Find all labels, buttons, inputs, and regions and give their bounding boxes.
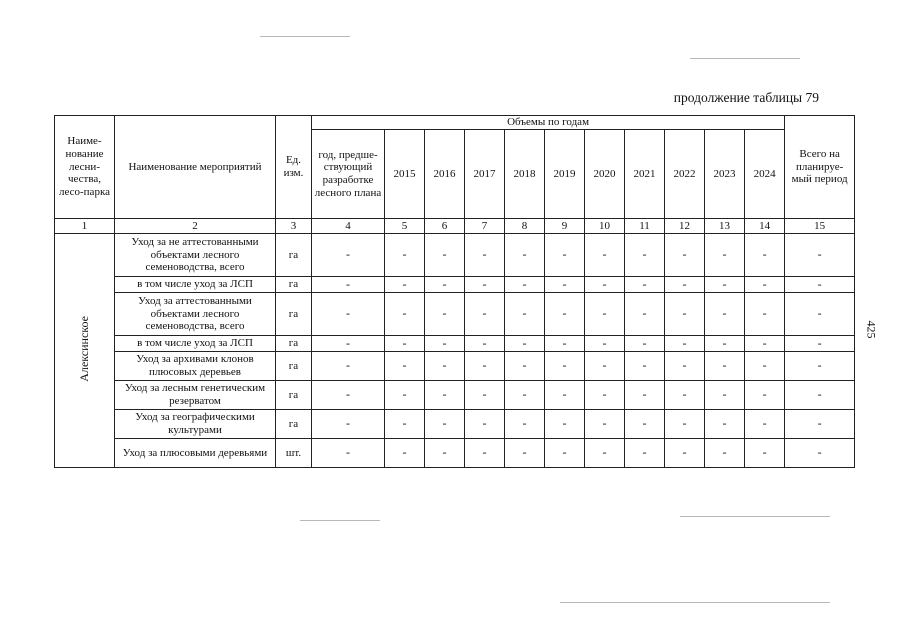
value-cell: - [505,439,545,468]
table-row [55,336,855,352]
header-year: 2021 [625,130,665,219]
column-number: 7 [465,219,505,234]
value-cell: - [425,234,465,277]
table-row [55,277,855,293]
value-cell: - [625,410,665,439]
value-cell: - [665,336,705,352]
header-year: 2023 [705,130,745,219]
column-number: 8 [505,219,545,234]
scan-noise [680,516,830,517]
value-cell: - [705,439,745,468]
activity-name: Уход за лесным генетическим резерватом [115,381,276,410]
value-cell: - [705,336,745,352]
header-year: 2020 [585,130,625,219]
value-cell: - [585,381,625,410]
activity-name: Уход за географическими культурами [115,410,276,439]
scan-noise [300,520,380,521]
header-prior-year: год, предше-ствующий разработке лесного плана [312,130,385,219]
unit-cell: га [276,381,312,410]
column-number: 3 [276,219,312,234]
value-cell: - [665,410,705,439]
column-number: 9 [545,219,585,234]
value-cell: - [625,234,665,277]
value-cell: - [785,410,855,439]
value-cell: - [545,293,585,336]
forestry-name: Алексинское [76,315,91,382]
value-cell: - [625,381,665,410]
header-year: 2024 [745,130,785,219]
value-cell: - [465,277,505,293]
value-cell: - [705,293,745,336]
value-cell: - [705,381,745,410]
value-cell: - [665,439,705,468]
column-number: 10 [585,219,625,234]
value-cell: - [625,439,665,468]
value-cell: - [785,439,855,468]
value-cell: - [465,439,505,468]
value-cell: - [505,410,545,439]
value-cell: - [545,352,585,381]
activity-name: Уход за плюсовыми деревьями [115,439,276,468]
value-cell: - [425,352,465,381]
value-cell: - [312,439,385,468]
table-row [55,381,855,410]
activity-name: Уход за не аттестованными объектами лесного семеноводства, всего [115,234,276,277]
value-cell: - [385,410,425,439]
value-cell: - [785,336,855,352]
scan-noise [690,58,800,59]
value-cell: - [312,410,385,439]
value-cell: - [665,381,705,410]
value-cell: - [705,352,745,381]
page-number: 425 [864,320,879,339]
activity-name: Уход за аттестованными объектами лесного семеноводства, всего [115,293,276,336]
column-number: 4 [312,219,385,234]
value-cell: - [505,234,545,277]
value-cell: - [312,381,385,410]
table-caption: продолжение таблицы 79 [673,90,819,105]
column-number: 5 [385,219,425,234]
column-number: 14 [745,219,785,234]
value-cell: - [625,293,665,336]
header-year: 2022 [665,130,705,219]
value-cell: - [745,293,785,336]
value-cell: - [585,293,625,336]
header-year: 2017 [465,130,505,219]
value-cell: - [785,277,855,293]
value-cell: - [705,410,745,439]
activity-name: в том числе уход за ЛСП [115,277,276,293]
value-cell: - [625,277,665,293]
table-row [55,234,855,277]
column-number: 6 [425,219,465,234]
unit-cell: га [276,352,312,381]
value-cell: - [705,234,745,277]
value-cell: - [745,410,785,439]
activity-name: в том числе уход за ЛСП [115,336,276,352]
header-total: Всего на планируе-мый период [785,116,855,219]
value-cell: - [385,336,425,352]
unit-cell: га [276,277,312,293]
header-year: 2018 [505,130,545,219]
value-cell: - [425,439,465,468]
value-cell: - [585,410,625,439]
value-cell: - [705,277,745,293]
value-cell: - [665,234,705,277]
value-cell: - [312,277,385,293]
header-year: 2019 [545,130,585,219]
value-cell: - [425,381,465,410]
value-cell: - [545,439,585,468]
value-cell: - [465,336,505,352]
value-cell: - [625,352,665,381]
value-cell: - [465,352,505,381]
value-cell: - [505,277,545,293]
table-row [55,410,855,439]
value-cell: - [625,336,665,352]
value-cell: - [312,234,385,277]
value-cell: - [745,336,785,352]
value-cell: - [465,234,505,277]
unit-cell: га [276,234,312,277]
value-cell: - [665,293,705,336]
value-cell: - [785,381,855,410]
header-year: 2016 [425,130,465,219]
value-cell: - [585,352,625,381]
value-cell: - [585,277,625,293]
value-cell: - [312,352,385,381]
value-cell: - [785,352,855,381]
forestry-name-cell [55,234,115,468]
value-cell: - [425,410,465,439]
value-cell: - [385,277,425,293]
table-row [55,293,855,336]
value-cell: - [585,439,625,468]
column-number: 15 [785,219,855,234]
value-cell: - [385,381,425,410]
value-cell: - [425,277,465,293]
value-cell: - [665,352,705,381]
value-cell: - [385,293,425,336]
value-cell: - [545,277,585,293]
value-cell: - [545,381,585,410]
column-number-row [55,219,855,234]
unit-cell: шт. [276,439,312,468]
value-cell: - [465,381,505,410]
column-number: 2 [115,219,276,234]
value-cell: - [465,293,505,336]
column-number: 11 [625,219,665,234]
header-forestry: Наиме-нование лесни-чества, лесо-парка [55,116,115,219]
scan-noise [260,36,350,37]
value-cell: - [745,381,785,410]
value-cell: - [585,336,625,352]
value-cell: - [425,336,465,352]
unit-cell: га [276,336,312,352]
activity-name: Уход за архивами клонов плюсовых деревьев [115,352,276,381]
table-row [55,439,855,468]
value-cell: - [385,439,425,468]
value-cell: - [385,234,425,277]
header-volumes-by-year: Объемы по годам [312,116,785,130]
value-cell: - [505,293,545,336]
header-year: 2015 [385,130,425,219]
value-cell: - [745,439,785,468]
value-cell: - [665,277,705,293]
value-cell: - [312,336,385,352]
value-cell: - [505,381,545,410]
value-cell: - [785,234,855,277]
forest-activities-table [54,115,855,468]
value-cell: - [545,234,585,277]
table-row [55,352,855,381]
unit-cell: га [276,293,312,336]
value-cell: - [545,410,585,439]
value-cell: - [785,293,855,336]
unit-cell: га [276,410,312,439]
value-cell: - [505,336,545,352]
value-cell: - [505,352,545,381]
column-number: 13 [705,219,745,234]
value-cell: - [745,277,785,293]
header-unit: Ед. изм. [276,116,312,219]
value-cell: - [312,293,385,336]
value-cell: - [425,293,465,336]
column-number: 12 [665,219,705,234]
value-cell: - [465,410,505,439]
value-cell: - [585,234,625,277]
column-number: 1 [55,219,115,234]
value-cell: - [745,234,785,277]
value-cell: - [745,352,785,381]
scan-noise [560,602,830,603]
value-cell: - [545,336,585,352]
header-activity: Наименование мероприятий [115,116,276,219]
value-cell: - [385,352,425,381]
